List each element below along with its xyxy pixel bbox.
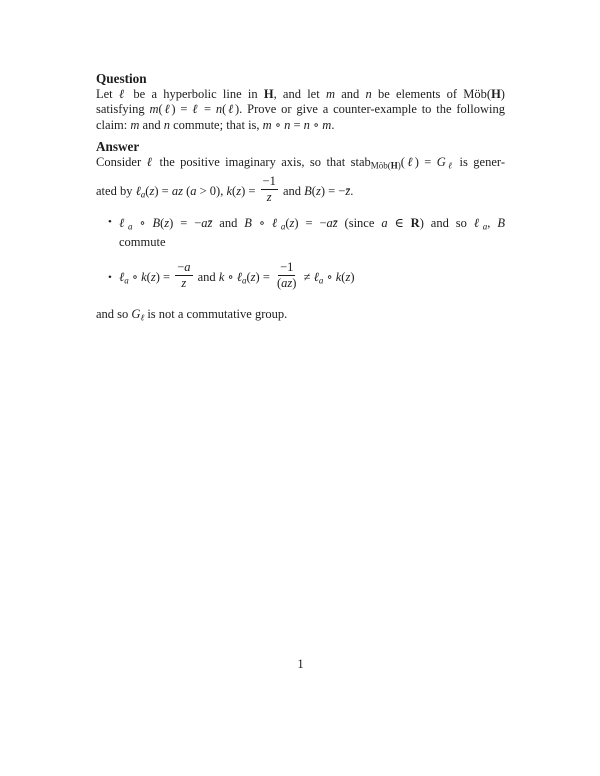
text-line: commute [119, 235, 166, 249]
text-line: ated by ℓ$_a$(z) = az (a > 0), k(z) = $\frac{-1}{z}$ and B(z) = −z̄. [96, 173, 354, 205]
document-content [96, 71, 505, 326]
bullet-icon: • [108, 215, 112, 228]
text-line: claim: m and n commute; that is, m ∘ n = n ∘ m. [96, 117, 335, 132]
bullet-item [96, 216, 505, 251]
text-line: Consider ℓ the positive imaginary axis, so that stab$_{Möb(H)}$(ℓ) = $G_\ell$ is gener- [96, 154, 505, 171]
answer-paragraph [96, 155, 505, 211]
text-line: ℓ$_a$ ∘ B(z) = −az̄ and B ∘ ℓ$_a$(z) = −az̄ (since a ∈ R) and so ℓ$_a$, B [119, 215, 505, 232]
text-line: satisfying m(ℓ) = ℓ = n(ℓ). Prove or give a counter-example to the following [96, 102, 505, 117]
bullet-item [96, 260, 505, 297]
question-paragraph [96, 87, 505, 134]
answer-heading: Answer [96, 139, 140, 155]
bullet-list [96, 216, 505, 297]
bullet-icon: • [108, 271, 112, 284]
closing-line: and so $G_\ell$ is not a commutative group. [96, 306, 288, 323]
text-line: ℓ$_a$ ∘ k(z) = $\frac{-a}{z}$ and k ∘ ℓ$_a$(z) = $\frac{-1}{(az)}$ ≠ ℓ$_a$ ∘ k(z) [119, 259, 355, 291]
page-number: 1 [297, 657, 304, 671]
text-line: Let ℓ be a hyperbolic line in H, and let m and n be elements of Möb(H) [96, 86, 505, 101]
question-heading: Question [96, 71, 147, 86]
